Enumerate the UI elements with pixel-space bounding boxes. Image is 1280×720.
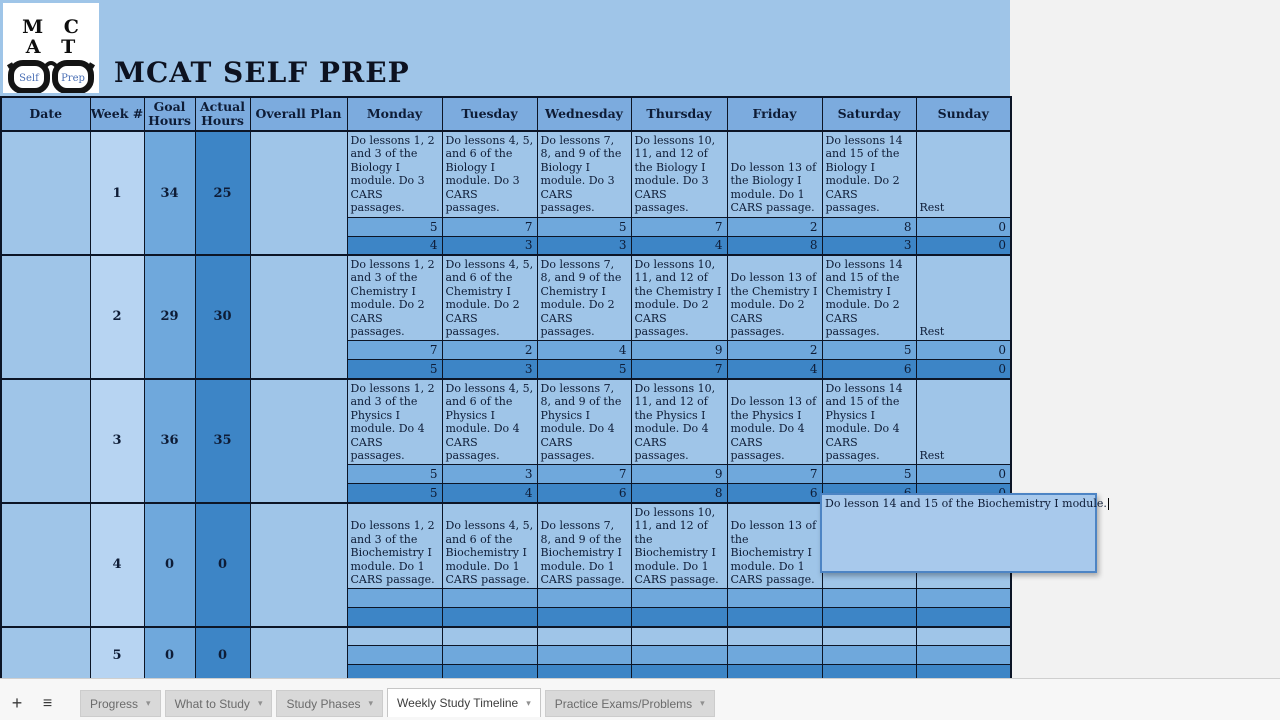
daily-goal-cell[interactable]: 5	[347, 465, 442, 484]
daily-goal-cell[interactable]	[822, 646, 916, 665]
daily-goal-cell[interactable]	[916, 646, 1011, 665]
tab-label: What to Study	[174, 696, 250, 711]
daily-actual-cell[interactable]: 3	[442, 360, 537, 379]
glasses-icon	[5, 55, 97, 93]
daily-goal-cell[interactable]: 9	[631, 465, 727, 484]
tab-label: Progress	[90, 696, 139, 711]
tab-dropdown-icon[interactable]: ▾	[146, 698, 151, 708]
day-task-cell[interactable]: Do lesson 13 of the Physics I module. Do 4 CARS passages.	[727, 379, 822, 465]
day-task-cell[interactable]: Do lessons 10, 11, and 12 of the Biology I module. Do 3 CARS passages.	[631, 131, 727, 217]
column-header-week-[interactable]: Week #	[90, 97, 144, 131]
date-cell[interactable]	[1, 379, 90, 503]
daily-goal-cell[interactable]	[537, 646, 631, 665]
daily-actual-cell[interactable]	[347, 608, 442, 627]
week-number-cell[interactable]: 1	[90, 131, 144, 255]
column-header-wednesday[interactable]: Wednesday	[537, 97, 631, 131]
week-5-content-row	[1, 627, 1011, 646]
daily-actual-cell[interactable]: 8	[727, 236, 822, 255]
sheet-bottom-bar	[0, 678, 1280, 720]
daily-goal-cell[interactable]: 0	[916, 465, 1011, 484]
column-header-monday[interactable]: Monday	[347, 97, 442, 131]
daily-goal-cell[interactable]: 3	[442, 465, 537, 484]
day-task-cell[interactable]	[537, 627, 631, 646]
day-task-cell[interactable]: Do lesson 13 of the Chemistry I module. Do 2 CARS passages.	[727, 255, 822, 341]
day-task-cell[interactable]	[347, 627, 442, 646]
day-task-cell[interactable]: Rest	[916, 131, 1011, 217]
study-timeline-table	[0, 96, 1012, 690]
day-task-cell[interactable]: Do lessons 14 and 15 of the Physics I module. Do 4 CARS passages.	[822, 379, 916, 465]
cell-editor-text: Do lesson 14 and 15 of the Biochemistry I module.	[825, 497, 1107, 510]
daily-actual-cell[interactable]: 0	[916, 236, 1011, 255]
tab-dropdown-icon[interactable]: ▾	[257, 698, 263, 708]
date-cell[interactable]	[1, 503, 90, 627]
daily-actual-cell[interactable]: 6	[822, 360, 916, 379]
daily-goal-cell[interactable]: 5	[347, 217, 442, 236]
tab-label: Study Phases	[286, 696, 361, 711]
column-header-actual-hours[interactable]: Actual Hours	[195, 97, 250, 131]
daily-goal-cell[interactable]	[631, 646, 727, 665]
daily-goal-cell[interactable]	[442, 646, 537, 665]
day-task-cell[interactable]: Do lessons 10, 11, and 12 of the Chemistry I module. Do 2 CARS passages.	[631, 255, 727, 341]
logo-letters: M C A T	[22, 16, 86, 58]
daily-actual-cell[interactable]: 6	[537, 484, 631, 503]
tab-progress[interactable]	[80, 690, 161, 717]
actual-hours-cell[interactable]: 30	[195, 255, 250, 379]
day-task-cell[interactable]: Do lessons 7, 8, and 9 of the Biology I module. Do 3 CARS passages.	[537, 131, 631, 217]
week-1-content-row	[1, 131, 1011, 217]
day-task-cell[interactable]: Rest	[916, 379, 1011, 465]
daily-actual-cell[interactable]: 6	[727, 484, 822, 503]
daily-goal-cell[interactable]: 7	[347, 341, 442, 360]
overall-plan-cell[interactable]	[250, 131, 347, 255]
column-header-tuesday[interactable]: Tuesday	[442, 97, 537, 131]
date-cell[interactable]	[1, 131, 90, 255]
daily-goal-cell[interactable]: 5	[537, 217, 631, 236]
goal-hours-cell[interactable]: 36	[144, 379, 195, 503]
goal-hours-cell[interactable]: 29	[144, 255, 195, 379]
daily-goal-cell[interactable]: 2	[727, 217, 822, 236]
daily-goal-cell[interactable]	[347, 646, 442, 665]
day-task-cell[interactable]: Rest	[916, 255, 1011, 341]
column-header-sunday[interactable]: Sunday	[916, 97, 1011, 131]
overall-plan-cell[interactable]	[250, 379, 347, 503]
overall-plan-cell[interactable]	[250, 627, 347, 684]
day-task-cell[interactable]: Do lessons 7, 8, and 9 of the Chemistry I module. Do 2 CARS passages.	[537, 255, 631, 341]
tab-study-phases[interactable]	[276, 690, 383, 717]
daily-goal-cell[interactable]: 2	[727, 341, 822, 360]
daily-goal-cell[interactable]: 0	[916, 341, 1011, 360]
page-title: MCAT SELF PREP	[114, 56, 410, 89]
tab-what-to-study[interactable]	[165, 690, 273, 717]
daily-actual-cell[interactable]: 3	[537, 236, 631, 255]
text-cursor	[1108, 498, 1109, 510]
daily-actual-cell[interactable]	[442, 608, 537, 627]
date-cell[interactable]	[1, 627, 90, 684]
week-3-content-row	[1, 379, 1011, 465]
day-task-cell[interactable]: Do lessons 1, 2 and 3 of the Biochemistry I module. Do 1 CARS passage.	[347, 503, 442, 589]
sheet-tab-bar	[0, 688, 1280, 717]
daily-actual-cell[interactable]: 5	[537, 360, 631, 379]
day-task-cell[interactable]	[916, 627, 1011, 646]
actual-hours-cell[interactable]: 0	[195, 503, 250, 627]
daily-goal-cell[interactable]: 4	[537, 341, 631, 360]
daily-goal-cell[interactable]: 5	[822, 341, 916, 360]
overall-plan-cell[interactable]	[250, 255, 347, 379]
day-task-cell[interactable]: Do lessons 4, 5, and 6 of the Biology I module. Do 3 CARS passages.	[442, 131, 537, 217]
overall-plan-cell[interactable]	[250, 503, 347, 627]
day-task-cell[interactable]: Do lessons 14 and 15 of the Biology I module. Do 2 CARS passages.	[822, 131, 916, 217]
goal-hours-cell[interactable]: 0	[144, 627, 195, 684]
column-header-overall-plan[interactable]: Overall Plan	[250, 97, 347, 131]
daily-goal-cell[interactable]: 7	[727, 465, 822, 484]
column-header-saturday[interactable]: Saturday	[822, 97, 916, 131]
daily-actual-cell[interactable]: 5	[347, 484, 442, 503]
actual-hours-cell[interactable]: 25	[195, 131, 250, 255]
daily-goal-cell[interactable]: 7	[442, 217, 537, 236]
daily-actual-cell[interactable]: 0	[916, 360, 1011, 379]
daily-actual-cell[interactable]: 3	[442, 236, 537, 255]
goal-hours-cell[interactable]: 0	[144, 503, 195, 627]
all-sheets-menu-button[interactable]: ≡	[42, 694, 52, 712]
logo-left-lens-text: Self	[19, 73, 39, 84]
day-task-cell[interactable]: Do lessons 14 and 15 of the Chemistry I module. Do 2 CARS passages.	[822, 255, 916, 341]
daily-goal-cell[interactable]: 2	[442, 341, 537, 360]
daily-actual-cell[interactable]	[727, 608, 822, 627]
daily-goal-cell[interactable]	[916, 589, 1011, 608]
daily-goal-cell[interactable]: 0	[916, 217, 1011, 236]
week-number-cell[interactable]: 4	[90, 503, 144, 627]
cell-editor[interactable]	[820, 493, 1107, 573]
tab-weekly-study-timeline[interactable]	[387, 688, 541, 717]
daily-goal-cell[interactable]	[631, 589, 727, 608]
column-header-goal-hours[interactable]: Goal Hours	[144, 97, 195, 131]
day-task-cell[interactable]: Do lesson 13 of the Biology I module. Do 1 CARS passage.	[727, 131, 822, 217]
mcat-self-prep-logo	[3, 3, 99, 93]
day-task-cell[interactable]: Do lessons 1, 2 and 3 of the Physics I module. Do 4 CARS passages.	[347, 379, 442, 465]
day-task-cell[interactable]	[727, 627, 822, 646]
tab-label: Practice Exams/Problems	[554, 696, 693, 711]
daily-actual-cell[interactable]	[916, 608, 1011, 627]
column-header-date[interactable]: Date	[1, 97, 90, 131]
daily-actual-cell[interactable]	[631, 608, 727, 627]
actual-hours-cell[interactable]: 35	[195, 379, 250, 503]
daily-goal-cell[interactable]	[727, 646, 822, 665]
daily-goal-cell[interactable]: 9	[631, 341, 727, 360]
column-header-friday[interactable]: Friday	[727, 97, 822, 131]
tab-dropdown-icon[interactable]: ▾	[368, 698, 374, 708]
daily-actual-cell[interactable]: 4	[631, 236, 727, 255]
tab-dropdown-icon[interactable]: ▾	[700, 698, 705, 708]
add-sheet-button[interactable]: +	[11, 693, 23, 713]
day-task-cell[interactable]	[442, 627, 537, 646]
day-task-cell[interactable]	[631, 627, 727, 646]
daily-goal-cell[interactable]: 8	[822, 217, 916, 236]
day-task-cell[interactable]: Do lessons 7, 8, and 9 of the Biochemistry I module. Do 1 CARS passage.	[537, 503, 631, 589]
day-task-cell[interactable]: Do lessons 4, 5, and 6 of the Biochemistry I module. Do 1 CARS passage.	[442, 503, 537, 589]
column-header-thursday[interactable]: Thursday	[631, 97, 727, 131]
daily-actual-cell[interactable]: 4	[727, 360, 822, 379]
daily-actual-cell[interactable]	[537, 608, 631, 627]
daily-actual-cell[interactable]	[822, 608, 916, 627]
day-task-cell[interactable]: Do lessons 10, 11, and 12 of the Physics I module. Do 4 CARS passages.	[631, 379, 727, 465]
day-task-cell[interactable]: Do lessons 7, 8, and 9 of the Physics I module. Do 4 CARS passages.	[537, 379, 631, 465]
header-row	[1, 97, 1011, 131]
daily-goal-cell[interactable]	[442, 589, 537, 608]
week-2-content-row	[1, 255, 1011, 341]
day-task-cell[interactable]: Do lesson 13 of the Biochemistry I module. Do 1 CARS passage.	[727, 503, 822, 589]
daily-goal-cell[interactable]	[727, 589, 822, 608]
daily-goal-cell[interactable]	[347, 589, 442, 608]
day-task-cell[interactable]: Do lessons 4, 5, and 6 of the Chemistry I module. Do 2 CARS passages.	[442, 255, 537, 341]
daily-actual-cell[interactable]: 4	[347, 236, 442, 255]
tab-label: Weekly Study Timeline	[397, 696, 519, 710]
logo-right-lens-text: Prep	[61, 73, 85, 84]
week-number-cell[interactable]: 2	[90, 255, 144, 379]
tab-dropdown-icon[interactable]: ▾	[526, 697, 531, 708]
day-task-cell[interactable]: Do lessons 1, 2 and 3 of the Chemistry I module. Do 2 CARS passages.	[347, 255, 442, 341]
tab-practice-exams-problems[interactable]	[545, 690, 715, 717]
day-task-cell[interactable]: Do lessons 10, 11, and 12 of the Biochemistry I module. Do 1 CARS passage.	[631, 503, 727, 589]
day-task-cell[interactable]	[822, 627, 916, 646]
day-task-cell[interactable]: Do lessons 1, 2 and 3 of the Biology I module. Do 3 CARS passages.	[347, 131, 442, 217]
daily-actual-cell[interactable]: 4	[442, 484, 537, 503]
daily-goal-cell[interactable]: 7	[537, 465, 631, 484]
daily-goal-cell[interactable]: 5	[822, 465, 916, 484]
daily-actual-cell[interactable]: 7	[631, 360, 727, 379]
daily-actual-cell[interactable]: 8	[631, 484, 727, 503]
week-number-cell[interactable]: 3	[90, 379, 144, 503]
daily-goal-cell[interactable]: 7	[631, 217, 727, 236]
actual-hours-cell[interactable]: 0	[195, 627, 250, 684]
week-number-cell[interactable]: 5	[90, 627, 144, 684]
daily-goal-cell[interactable]	[822, 589, 916, 608]
date-cell[interactable]	[1, 255, 90, 379]
daily-goal-cell[interactable]	[537, 589, 631, 608]
daily-actual-cell[interactable]: 3	[822, 236, 916, 255]
daily-actual-cell[interactable]: 5	[347, 360, 442, 379]
sheet-header-band	[0, 0, 1010, 96]
day-task-cell[interactable]: Do lessons 4, 5, and 6 of the Physics I module. Do 4 CARS passages.	[442, 379, 537, 465]
sheet-tabs	[80, 688, 715, 717]
goal-hours-cell[interactable]: 34	[144, 131, 195, 255]
